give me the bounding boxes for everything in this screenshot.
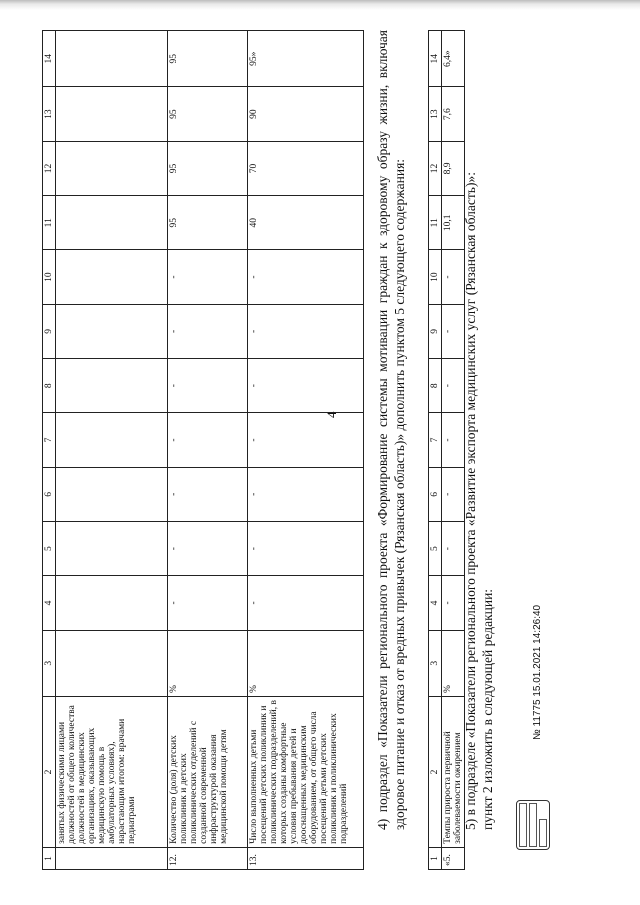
- table-header-cell: 8: [429, 359, 442, 413]
- table-header-row: [43, 31, 56, 870]
- paragraph-5-line-2: пункт 2 изложить в следующей редакции:: [480, 588, 495, 830]
- table-header-cell: 6: [43, 467, 56, 521]
- value-cell: 10,1: [442, 196, 465, 250]
- value-cell: -: [442, 576, 465, 630]
- table-row: [248, 31, 364, 870]
- indicator-name: Количество (доля) детских поликлиник и детских поликлинических отделений с созданной современной инфраструктурой оказания медицинской помощи детям: [168, 696, 248, 847]
- value-cell: -: [248, 467, 364, 521]
- table-header-cell: 14: [429, 31, 442, 87]
- table-header-cell: 4: [429, 576, 442, 630]
- table-header-cell: 9: [43, 304, 56, 358]
- value-cell: -: [248, 576, 364, 630]
- table-row: [168, 31, 248, 870]
- value-cell: [56, 359, 168, 413]
- unit-cell: %: [168, 630, 248, 696]
- value-cell: [56, 521, 168, 575]
- value-cell: 40: [248, 196, 364, 250]
- row-number: 12.: [168, 847, 248, 869]
- table-header-cell: 2: [43, 696, 56, 847]
- table-header-row: [429, 31, 442, 870]
- value-cell: -: [168, 521, 248, 575]
- value-cell: 70: [248, 141, 364, 195]
- value-cell: 95»: [248, 31, 364, 87]
- table-header-cell: 8: [43, 359, 56, 413]
- unit-cell: %: [442, 630, 465, 696]
- unit-cell: [56, 630, 168, 696]
- table-header-cell: 10: [429, 250, 442, 304]
- row-number: 13.: [248, 847, 364, 869]
- value-cell: -: [248, 250, 364, 304]
- indicator-name: Число выполненных детьми посещений детских поликлиник и поликлинических подразделений, в которых созданы комфортные условия пребывания детей и дооснащенных медицинским оборудованием, от общего числа посещений детьми детских поликлиник и поликлинических подразделений: [248, 696, 364, 847]
- table-header-cell: 1: [429, 847, 442, 869]
- table-header-cell: 14: [43, 31, 56, 87]
- unit-cell: %: [248, 630, 364, 696]
- table-header-cell: 5: [429, 521, 442, 575]
- scan-edge: [0, 0, 640, 10]
- value-cell: -: [248, 304, 364, 358]
- table-header-cell: 11: [429, 196, 442, 250]
- table-header-cell: 2: [429, 696, 442, 847]
- value-cell: 6,4»: [442, 31, 465, 87]
- value-cell: [56, 304, 168, 358]
- table-header-cell: 5: [43, 521, 56, 575]
- table-header-cell: 4: [43, 576, 56, 630]
- table-header-cell: 9: [429, 304, 442, 358]
- value-cell: -: [168, 413, 248, 467]
- value-cell: -: [168, 250, 248, 304]
- table-row: [56, 31, 168, 870]
- value-cell: -: [248, 521, 364, 575]
- value-cell: 8,9: [442, 141, 465, 195]
- table-header-cell: 10: [43, 250, 56, 304]
- obesity-indicator-table: [428, 30, 465, 870]
- value-cell: 95: [168, 141, 248, 195]
- paragraph-4: [374, 30, 408, 870]
- value-cell: -: [168, 304, 248, 358]
- paragraph-4-text: 4) подраздел «Показатели регионального проекта «Формирование системы мотивации граждан к здоровому образу жизни, включая здоровое питание и отказ от вредных привычек (Рязанская область)» дополнить пунктом 5 следующего содержания:: [375, 30, 407, 830]
- table-header-cell: 3: [429, 630, 442, 696]
- table-header-cell: 6: [429, 467, 442, 521]
- value-cell: -: [442, 304, 465, 358]
- value-cell: [56, 413, 168, 467]
- rotated-document-body: [42, 30, 602, 870]
- table-header-cell: 11: [43, 196, 56, 250]
- table-header-cell: 13: [43, 87, 56, 141]
- value-cell: -: [442, 359, 465, 413]
- table-header-cell: 1: [43, 847, 56, 869]
- value-cell: -: [442, 521, 465, 575]
- indicator-name: занятых физическими лицами должностей от общего количества должностей в медицинских организациях, оказывающих медицинскую помощь в амбулаторных условиях), нарастающим итогом: врачами педиатрами: [56, 696, 168, 847]
- value-cell: 90: [248, 87, 364, 141]
- indicators-table: [42, 30, 364, 870]
- value-cell: -: [248, 413, 364, 467]
- registry-stamp-icon: [516, 800, 550, 850]
- document-registration-id: № 11775 15.01.2021 14:26:40: [532, 604, 543, 740]
- paragraph-5: [462, 30, 496, 870]
- value-cell: -: [442, 250, 465, 304]
- value-cell: -: [168, 576, 248, 630]
- indicator-name: Темпы прироста первичной заболеваемости ожирением: [442, 696, 465, 847]
- table-header-cell: 7: [43, 413, 56, 467]
- value-cell: 95: [168, 196, 248, 250]
- value-cell: [56, 31, 168, 87]
- value-cell: -: [248, 359, 364, 413]
- value-cell: [56, 196, 168, 250]
- page-number: 4: [324, 411, 339, 418]
- value-cell: -: [168, 467, 248, 521]
- table-header-cell: 12: [43, 141, 56, 195]
- value-cell: 95: [168, 31, 248, 87]
- table-header-cell: 12: [429, 141, 442, 195]
- value-cell: [56, 87, 168, 141]
- row-number: «5.: [442, 847, 465, 869]
- paragraph-5-line-1: 5) в подразделе «Показатели регионального проекта «Развитие экспорта медицинских услуг (Рязанская область)»:: [463, 172, 478, 830]
- value-cell: -: [168, 359, 248, 413]
- table-header-cell: 13: [429, 87, 442, 141]
- table-header-cell: 7: [429, 413, 442, 467]
- value-cell: -: [442, 413, 465, 467]
- value-cell: -: [442, 467, 465, 521]
- value-cell: 7,6: [442, 87, 465, 141]
- value-cell: [56, 467, 168, 521]
- row-number: [56, 847, 168, 869]
- value-cell: 95: [168, 87, 248, 141]
- table-header-cell: 3: [43, 630, 56, 696]
- value-cell: [56, 141, 168, 195]
- document-footer: [510, 30, 570, 870]
- value-cell: [56, 576, 168, 630]
- value-cell: [56, 250, 168, 304]
